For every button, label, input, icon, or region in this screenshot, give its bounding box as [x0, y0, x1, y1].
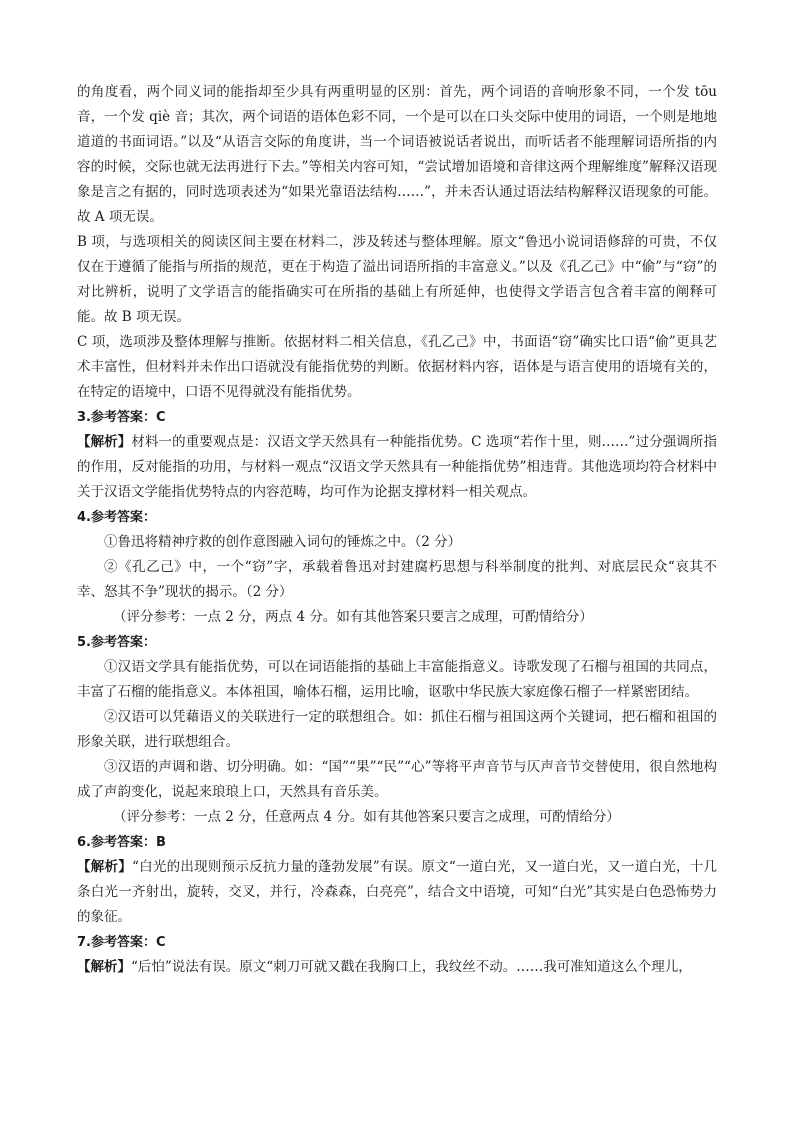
- answer-5-point-2: ②汉语可以凭藉语义的关联进行一定的联想组合。如：抓住石榴与祖国这两个关键词，把石榴和祖国的形象关联，进行联想组合。: [77, 709, 717, 750]
- analysis-3: [77, 430, 717, 505]
- paragraph-b-option-explanation: B 项，与选项相关的阅读区间主要在材料二，涉及转述与整体理解。原文“鲁迅小说词语修辞的可贵，不仅仅在于遵循了能指与所指的规范，更在于构造了溢出词语所指的丰富意义。”以及《孔乙己》中“偷”与“窃”的对比辨析，说明了文学语言的能指确实可在所指的基础上有所延伸，也使得文学语言包含着丰富的阐释可能。故 B 项无误。: [77, 234, 717, 325]
- analysis-7-text: “后怕”说法有误。原文“刺刀可就又戳在我胸口上，我纹丝不动。……我可准知道这么个理儿，: [131, 959, 692, 975]
- analysis-tag: 【解析】: [77, 959, 131, 975]
- answer-heading-7: 7.参考答案：C: [77, 935, 166, 950]
- paragraph-a-option-explanation: 的角度看，两个同义词的能指却至少具有两重明显的区别：首先，两个词语的音响形象不同，一个发 tōu 音，一个发 qiè 音；其次，两个词语的语体色彩不同，一个是可以在口头交际中使用的词语，一个则是地地道道的书面词语。”以及“从语言交际的角度讲，当一个词语被说话者说出，而听话者不能理解词语所指的内容的时候，交际也就无法再进行下去。”等相关内容可知，“尝试增加语境和音律这两个理解维度”解释汉语现象是言之有据的，同时选项表述为“如果光靠语法结构……”，并未否认通过语法结构解释汉语现象的可能。故 A 项无误。: [77, 84, 717, 225]
- analysis-tag: 【解析】: [77, 859, 133, 875]
- answer-4-point-1: ①鲁迅将精神疗救的创作意图融入词句的锤炼之中。（2 分）: [104, 534, 462, 550]
- answer-5-point-1: ①汉语文学具有能指优势，可以在词语能指的基础上丰富能指意义。诗歌发现了石榴与祖国的共同点，丰富了石榴的能指意义。本体祖国，喻体石榴，运用比喻，讴歌中华民族大家庭像石榴子一样紧密团结。: [77, 659, 717, 700]
- analysis-6-text: “白光的出现则预示反抗力量的蓬勃发展”有误。原文“一道白光，又一道白光，又一道白光，十几条白光一齐射出，旋转，交叉，并行，冷森森，白亮亮”，结合文中语境，可知“白光”其实是白色恐怖势力的象征。: [77, 859, 717, 925]
- answer-5-point-3: ③汉语的声调和谐、切分明确。如：“国”“果”“民”“心”等将平声音节与仄声音节交替使用，很自然地构成了声韵变化，说起来琅琅上口，天然具有音乐美。: [77, 759, 717, 800]
- scoring-note-4: （评分参考：一点 2 分，两点 4 分。如有其他答案只要言之成理，可酌情给分）: [113, 609, 593, 625]
- paragraph-c-option-explanation: C 项，选项涉及整体理解与推断。依据材料二相关信息，《孔乙己》中，书面语“窃”确实比口语“偷”更具艺术丰富性，但材料并未作出口语就没有能指优势的判断。依据材料内容，语体是与语言使用的语境有关的，在特定的语境中，口语不见得就没有能指优势。: [77, 334, 717, 400]
- scoring-note-5: （评分参考：一点 2 分，任意两点 4 分。如有其他答案只要言之成理，可酌情给分）: [113, 809, 620, 825]
- answer-heading-3: 3.参考答案：C: [77, 410, 166, 425]
- answer-heading-4: 4.参考答案：: [77, 510, 156, 525]
- analysis-6: [77, 855, 717, 930]
- analysis-3-text: 材料一的重要观点是：汉语文学天然具有一种能指优势。C 选项“若作十里，则……”过分强调所指的作用，反对能指的功用，与材料一观点“汉语文学天然具有一种能指优势”相违背。其他选项均符合材料中关于汉语文学能指优势特点的内容范畴，均可作为论据支撑材料一相关观点。: [77, 434, 717, 500]
- analysis-tag: 【解析】: [77, 434, 132, 450]
- analysis-7: [77, 955, 717, 980]
- answer-heading-5: 5.参考答案：: [77, 635, 156, 650]
- answer-heading-6: 6.参考答案：B: [77, 835, 166, 850]
- answer-4-point-2: ②《孔乙己》中，一个“窃”字，承载着鲁迅对封建腐朽思想与科举制度的批判、对底层民众“哀其不幸、怒其不争”现状的揭示。（2 分）: [77, 559, 717, 600]
- answer-explanation-page: [77, 80, 717, 980]
